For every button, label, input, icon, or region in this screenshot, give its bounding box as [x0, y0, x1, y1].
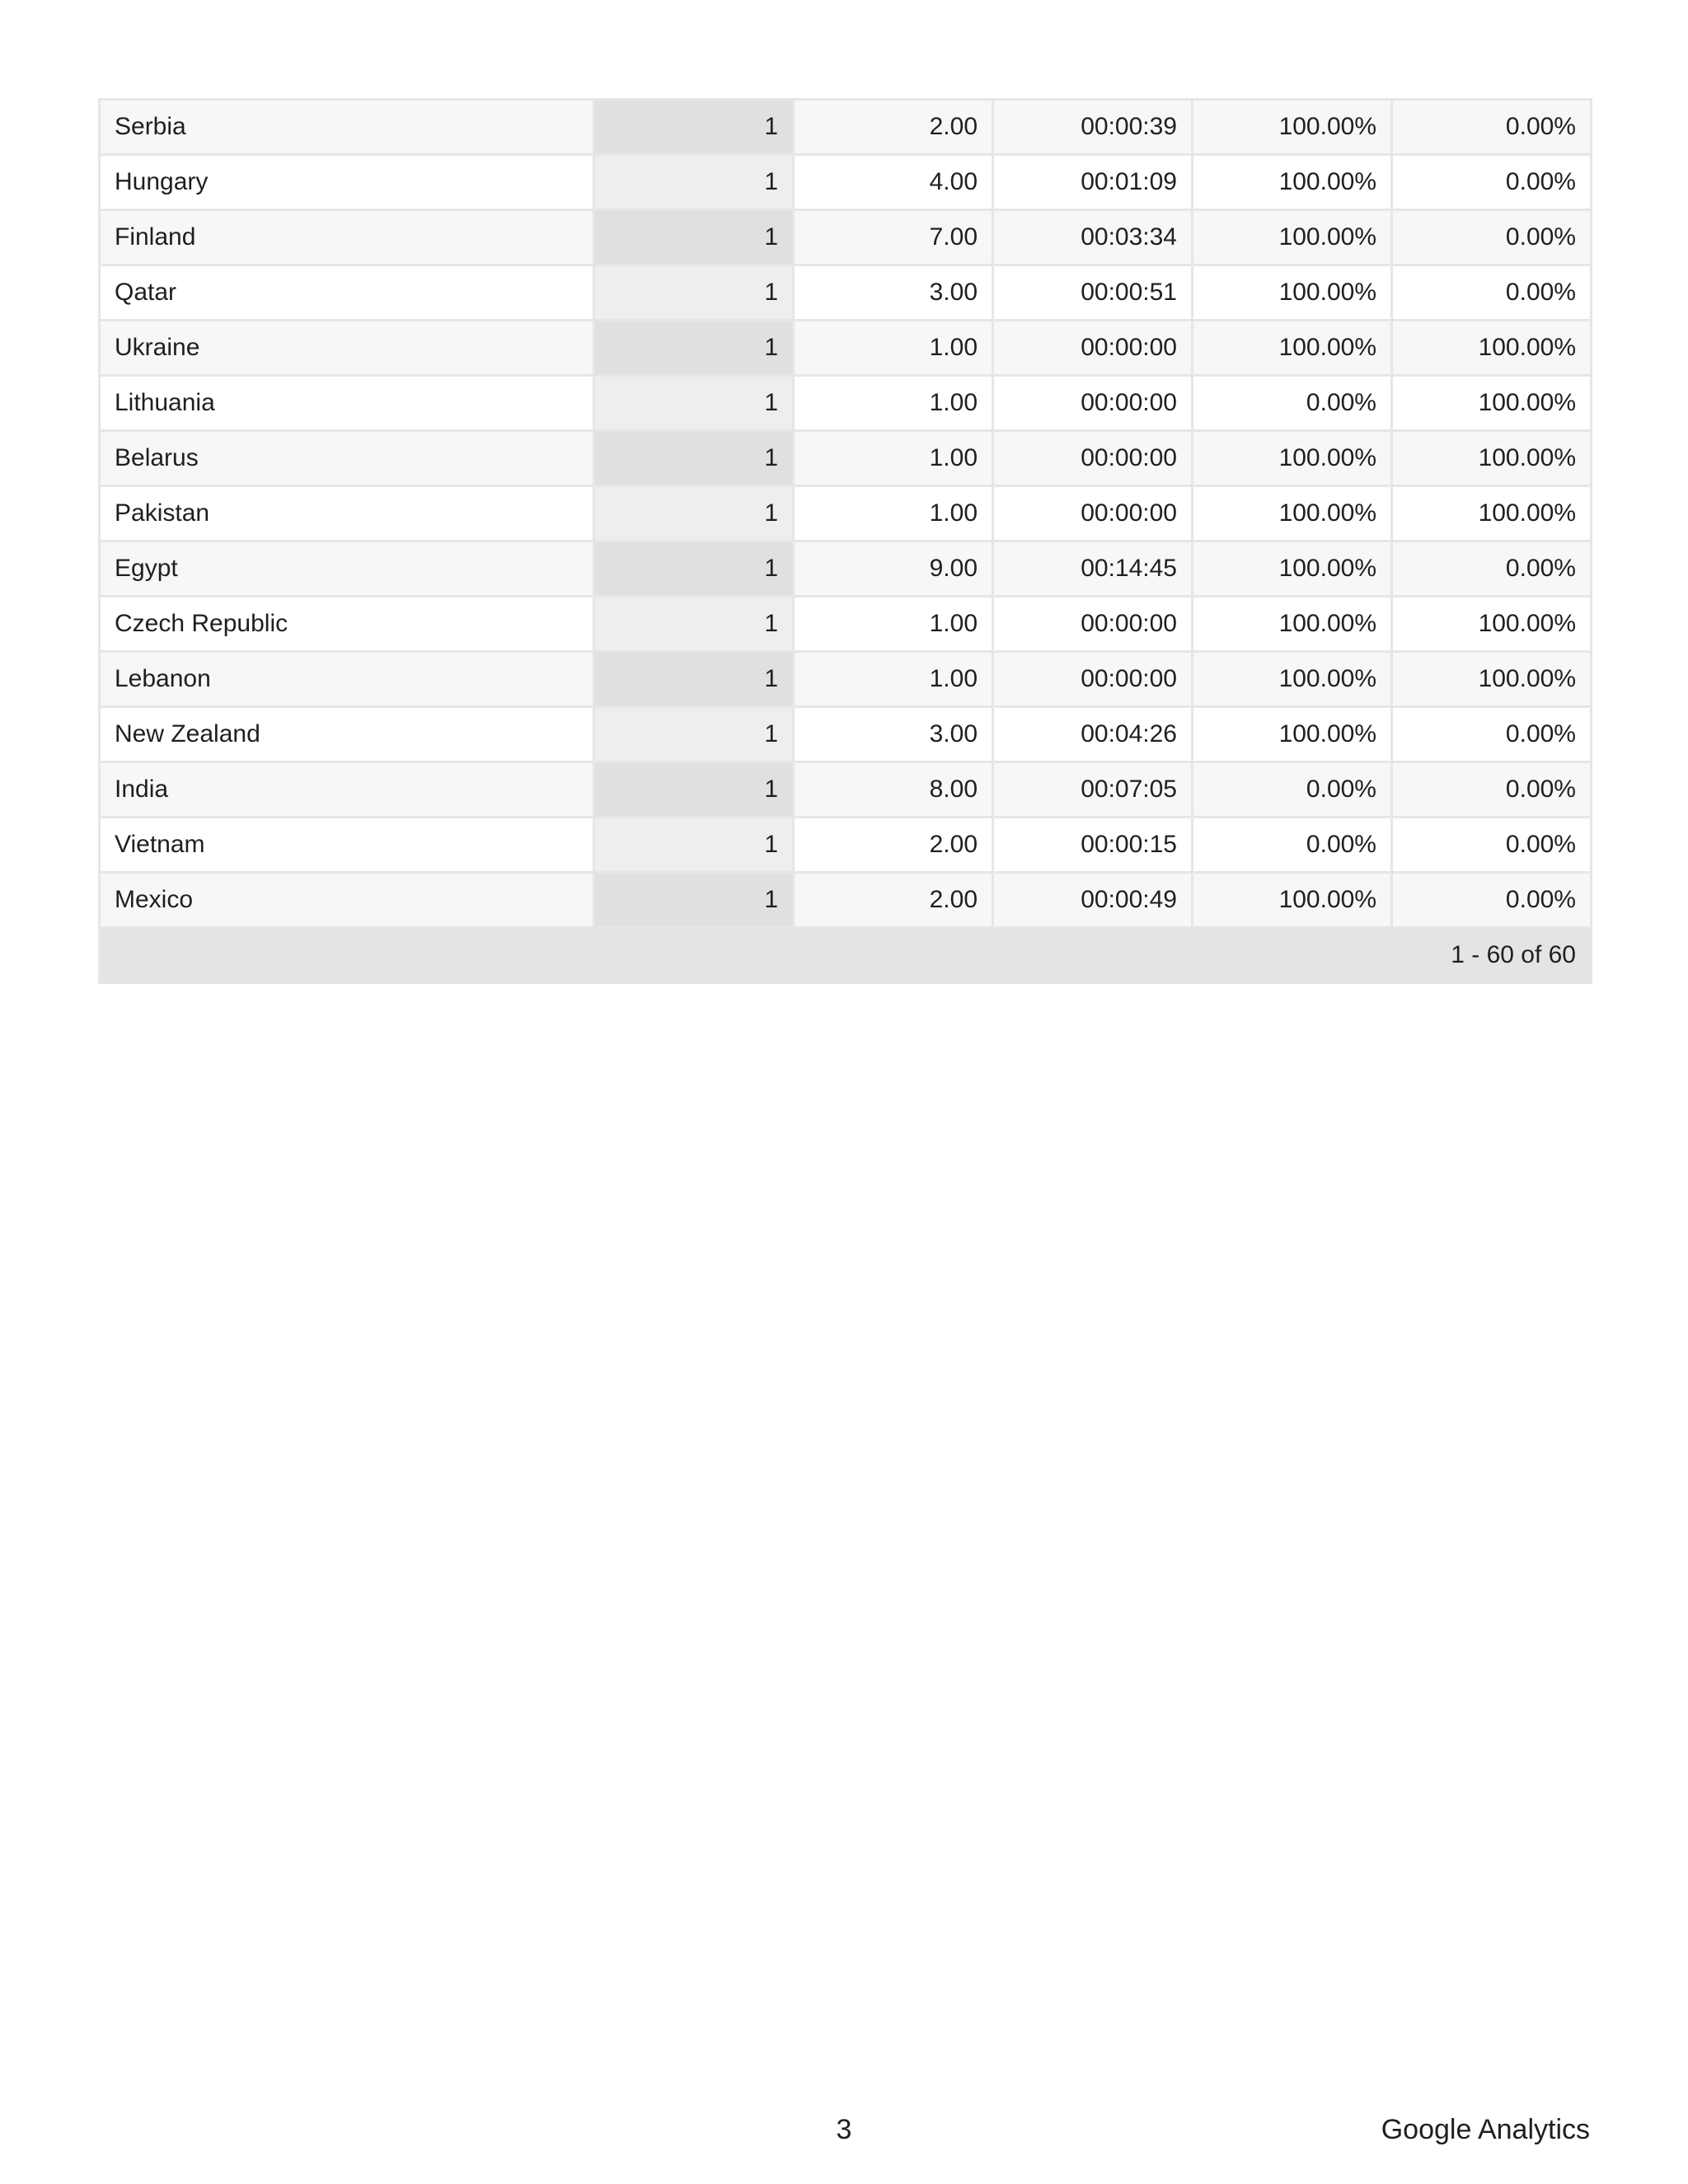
- pages-per-session-cell: 2.00: [794, 873, 993, 928]
- table-row: [100, 321, 1592, 376]
- new-sessions-cell: 100.00%: [1193, 321, 1392, 376]
- pages-per-session-cell: 7.00: [794, 210, 993, 265]
- bounce-rate-cell: 0.00%: [1392, 155, 1592, 210]
- table-row: [100, 873, 1592, 928]
- country-cell: Qatar: [100, 265, 594, 321]
- avg-session-duration-cell: 00:04:26: [993, 707, 1193, 762]
- new-sessions-cell: 0.00%: [1193, 376, 1392, 431]
- country-cell: Serbia: [100, 100, 594, 155]
- new-sessions-cell: 100.00%: [1193, 707, 1392, 762]
- new-sessions-cell: 100.00%: [1193, 210, 1392, 265]
- pages-per-session-cell: 1.00: [794, 376, 993, 431]
- page-number: 3: [836, 2114, 852, 2145]
- avg-session-duration-cell: 00:00:15: [993, 818, 1193, 873]
- pages-per-session-cell: 8.00: [794, 762, 993, 818]
- sessions-cell: 1: [594, 265, 794, 321]
- report-table: [98, 98, 1592, 984]
- pages-per-session-cell: 3.00: [794, 265, 993, 321]
- bounce-rate-cell: 0.00%: [1392, 541, 1592, 597]
- avg-session-duration-cell: 00:00:00: [993, 376, 1193, 431]
- bounce-rate-cell: 0.00%: [1392, 818, 1592, 873]
- new-sessions-cell: 0.00%: [1193, 818, 1392, 873]
- avg-session-duration-cell: 00:00:00: [993, 431, 1193, 486]
- country-cell: New Zealand: [100, 707, 594, 762]
- country-cell: Mexico: [100, 873, 594, 928]
- pages-per-session-cell: 3.00: [794, 707, 993, 762]
- table-row: [100, 376, 1592, 431]
- bounce-rate-cell: 100.00%: [1392, 486, 1592, 541]
- sessions-cell: 1: [594, 486, 794, 541]
- sessions-cell: 1: [594, 321, 794, 376]
- bounce-rate-cell: 100.00%: [1392, 597, 1592, 652]
- new-sessions-cell: 100.00%: [1193, 486, 1392, 541]
- table-row: [100, 100, 1592, 155]
- pages-per-session-cell: 4.00: [794, 155, 993, 210]
- country-cell: Lebanon: [100, 652, 594, 707]
- country-cell: Hungary: [100, 155, 594, 210]
- bounce-rate-cell: 100.00%: [1392, 321, 1592, 376]
- avg-session-duration-cell: 00:07:05: [993, 762, 1193, 818]
- new-sessions-cell: 100.00%: [1193, 431, 1392, 486]
- avg-session-duration-cell: 00:03:34: [993, 210, 1193, 265]
- pages-per-session-cell: 1.00: [794, 597, 993, 652]
- new-sessions-cell: 100.00%: [1193, 597, 1392, 652]
- table-row: [100, 265, 1592, 321]
- pages-per-session-cell: 1.00: [794, 652, 993, 707]
- avg-session-duration-cell: 00:01:09: [993, 155, 1193, 210]
- pages-per-session-cell: 1.00: [794, 431, 993, 486]
- country-cell: Pakistan: [100, 486, 594, 541]
- sessions-cell: 1: [594, 818, 794, 873]
- sessions-cell: 1: [594, 541, 794, 597]
- country-cell: Lithuania: [100, 376, 594, 431]
- country-cell: Finland: [100, 210, 594, 265]
- table-row: [100, 210, 1592, 265]
- avg-session-duration-cell: 00:00:39: [993, 100, 1193, 155]
- bounce-rate-cell: 0.00%: [1392, 100, 1592, 155]
- sessions-cell: 1: [594, 100, 794, 155]
- pagination-row: [100, 928, 1592, 983]
- pages-per-session-cell: 2.00: [794, 818, 993, 873]
- new-sessions-cell: 100.00%: [1193, 100, 1392, 155]
- new-sessions-cell: 100.00%: [1193, 265, 1392, 321]
- sessions-cell: 1: [594, 652, 794, 707]
- sessions-cell: 1: [594, 155, 794, 210]
- new-sessions-cell: 100.00%: [1193, 155, 1392, 210]
- bounce-rate-cell: 100.00%: [1392, 652, 1592, 707]
- table-row: [100, 818, 1592, 873]
- avg-session-duration-cell: 00:14:45: [993, 541, 1193, 597]
- table-row: [100, 431, 1592, 486]
- avg-session-duration-cell: 00:00:51: [993, 265, 1193, 321]
- sessions-cell: 1: [594, 707, 794, 762]
- country-cell: Belarus: [100, 431, 594, 486]
- table-row: [100, 486, 1592, 541]
- avg-session-duration-cell: 00:00:00: [993, 597, 1193, 652]
- country-cell: Vietnam: [100, 818, 594, 873]
- sessions-cell: 1: [594, 210, 794, 265]
- sessions-cell: 1: [594, 597, 794, 652]
- new-sessions-cell: 0.00%: [1193, 762, 1392, 818]
- new-sessions-cell: 100.00%: [1193, 873, 1392, 928]
- new-sessions-cell: 100.00%: [1193, 541, 1392, 597]
- avg-session-duration-cell: 00:00:00: [993, 486, 1193, 541]
- table-row: [100, 541, 1592, 597]
- bounce-rate-cell: 0.00%: [1392, 707, 1592, 762]
- new-sessions-cell: 100.00%: [1193, 652, 1392, 707]
- pages-per-session-cell: 2.00: [794, 100, 993, 155]
- bounce-rate-cell: 0.00%: [1392, 265, 1592, 321]
- footer-brand: Google Analytics: [1381, 2114, 1590, 2145]
- table-row: [100, 762, 1592, 818]
- avg-session-duration-cell: 00:00:49: [993, 873, 1193, 928]
- pages-per-session-cell: 9.00: [794, 541, 993, 597]
- pages-per-session-cell: 1.00: [794, 486, 993, 541]
- table-row: [100, 707, 1592, 762]
- table-row: [100, 652, 1592, 707]
- sessions-cell: 1: [594, 431, 794, 486]
- avg-session-duration-cell: 00:00:00: [993, 652, 1193, 707]
- bounce-rate-cell: 0.00%: [1392, 762, 1592, 818]
- pages-per-session-cell: 1.00: [794, 321, 993, 376]
- table-row: [100, 597, 1592, 652]
- country-cell: Egypt: [100, 541, 594, 597]
- country-cell: Czech Republic: [100, 597, 594, 652]
- table-row: [100, 155, 1592, 210]
- bounce-rate-cell: 0.00%: [1392, 210, 1592, 265]
- sessions-cell: 1: [594, 873, 794, 928]
- country-cell: India: [100, 762, 594, 818]
- country-cell: Ukraine: [100, 321, 594, 376]
- sessions-cell: 1: [594, 762, 794, 818]
- sessions-cell: 1: [594, 376, 794, 431]
- table-body: [100, 100, 1592, 928]
- bounce-rate-cell: 100.00%: [1392, 431, 1592, 486]
- bounce-rate-cell: 0.00%: [1392, 873, 1592, 928]
- bounce-rate-cell: 100.00%: [1392, 376, 1592, 431]
- avg-session-duration-cell: 00:00:00: [993, 321, 1193, 376]
- pagination-label: 1 - 60 of 60: [100, 928, 1592, 983]
